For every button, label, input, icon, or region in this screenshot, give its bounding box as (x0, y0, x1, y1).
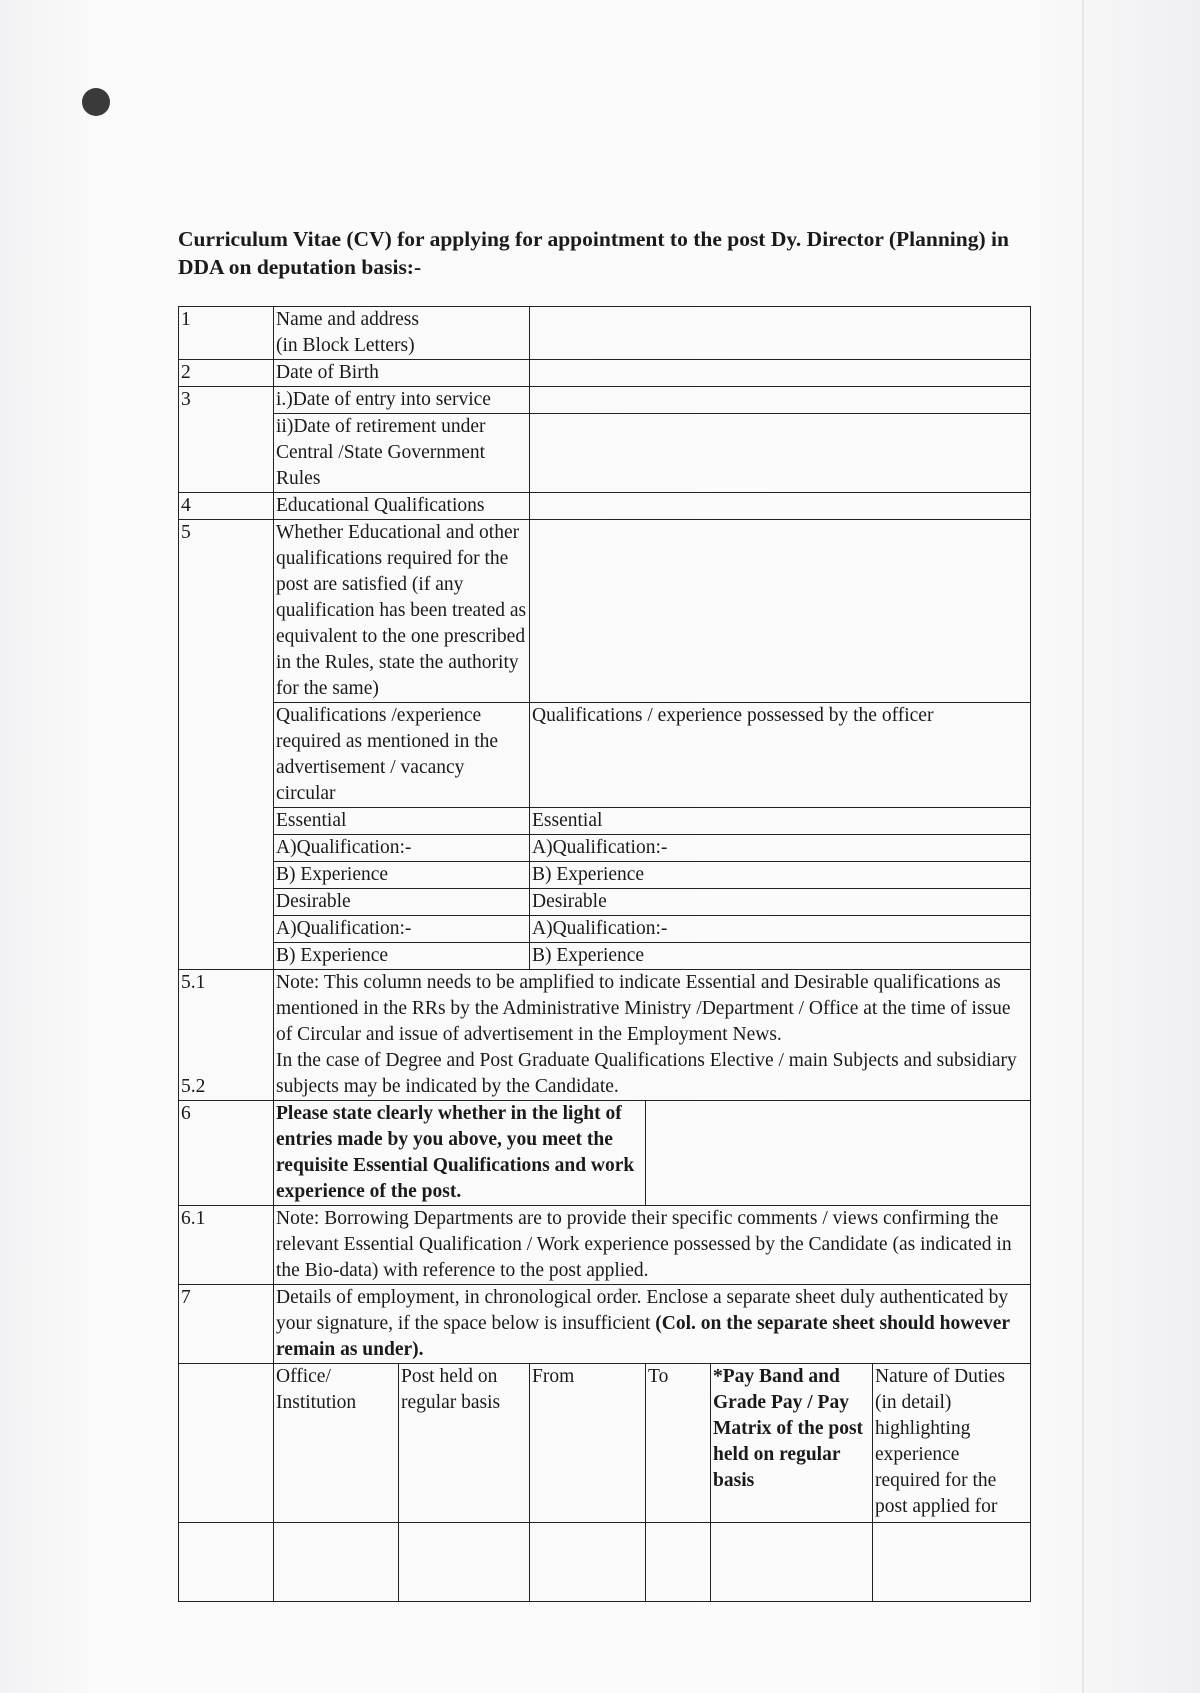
page-edge (1082, 0, 1084, 1693)
row-qualifications-satisfied (179, 520, 1031, 703)
to-date-input[interactable] (646, 1523, 711, 1602)
row-essential (179, 808, 1031, 835)
row-number: 3 (179, 387, 274, 493)
punch-hole (82, 88, 110, 116)
row-number: 7 (179, 1285, 274, 1364)
essential-experience-required: B) Experience (274, 862, 530, 889)
field-label-entry-into-service: i.)Date of entry into service (274, 387, 530, 414)
row-number-5-1: 5.1 (181, 972, 206, 993)
essential-qualification-required: A)Qualification:- (274, 835, 530, 862)
note-5-1-text: Note: This column needs to be amplified to indicate Essential and Desirable qualifications as mentioned in the RRs by the Administrative Ministry /Department / Office at the time of issue of Circular and issue of advertisement in the Employment News. (276, 972, 1011, 1045)
field-label-qualifications-satisfied: Whether Educational and other qualifications required for the post are satisfied (if any qualification has been treated as equivalent to the one prescribed in the Rules, state the authority for the same) (274, 520, 530, 703)
retirement-date-input[interactable] (530, 414, 1031, 493)
row-number: 5 (179, 520, 274, 970)
field-label-educational-qualifications: Educational Qualifications (274, 493, 530, 520)
field-label-retirement-date: ii)Date of retirement under Central /State Government Rules (274, 414, 530, 493)
employment-details-instructions (274, 1285, 1031, 1364)
date-of-birth-input[interactable] (530, 360, 1031, 387)
employment-instruction-text: Details of employment, in chronological order. Enclose a separate sheet duly authenticated by your signature, if the space below is insufficient (276, 1287, 1009, 1334)
desirable-qualification-possessed-input[interactable]: A)Qualification:- (530, 916, 1031, 943)
row-name-address (179, 307, 1031, 360)
employment-instruction-bold: (Col. on the separate sheet should however remain as under). (276, 1313, 1010, 1360)
desirable-label: Desirable (274, 889, 530, 916)
essential-experience-possessed-input[interactable]: B) Experience (530, 862, 1031, 889)
row-number: 4 (179, 493, 274, 520)
post-held-input[interactable] (399, 1523, 530, 1602)
borrowing-departments-note: Note: Borrowing Departments are to provide their specific comments / views confirming the relevant Essential Qualification / Work experience possessed by the Candidate (as indicated in the Bio-data) with reference to the post applied. (274, 1206, 1031, 1285)
row-borrowing-note (179, 1206, 1031, 1285)
row-retirement-date (179, 414, 1031, 493)
desirable-experience-possessed-input[interactable]: B) Experience (530, 943, 1031, 970)
row-essential-experience (179, 862, 1031, 889)
employment-entry-row (179, 1523, 1031, 1602)
cv-form-table (178, 306, 1031, 1602)
nature-of-duties-input[interactable] (873, 1523, 1031, 1602)
meet-requirements-question: Please state clearly whether in the light of entries made by you above, you meet the requisite Essential Qualifications and work experience of the post. (274, 1101, 646, 1206)
field-label-name-address (274, 307, 530, 360)
col-post-held: Post held on regular basis (399, 1364, 530, 1523)
blank-cell (179, 1523, 274, 1602)
meet-requirements-input[interactable] (646, 1101, 1031, 1206)
essential-label: Essential (274, 808, 530, 835)
row-meet-requirements (179, 1101, 1031, 1206)
row-qualification-headers (179, 703, 1031, 808)
educational-qualifications-input[interactable] (530, 493, 1031, 520)
qualifications-satisfied-input[interactable] (530, 520, 1031, 703)
col-pay-band: *Pay Band and Grade Pay / Pay Matrix of the post held on regular basis (711, 1364, 873, 1523)
possessed-qualifications-header: Qualifications / experience possessed by the officer (530, 703, 1031, 808)
row-number: 2 (179, 360, 274, 387)
employment-table-header (179, 1364, 1031, 1523)
row-number-5-2: 5.2 (181, 1076, 206, 1097)
row-employment-details (179, 1285, 1031, 1364)
row-number: 6 (179, 1101, 274, 1206)
field-label-date-of-birth: Date of Birth (274, 360, 530, 387)
row-entry-into-service (179, 387, 1031, 414)
row-desirable (179, 889, 1031, 916)
document-title: Curriculum Vitae (CV) for applying for appointment to the post Dy. Director (Planning) in DDA on deputation basis:- (178, 227, 1009, 279)
note-5-2-text: In the case of Degree and Post Graduate Qualifications Elective / main Subjects and subsidiary subjects may be indicated by the Candidate. (276, 1050, 1017, 1097)
row-essential-qualification (179, 835, 1031, 862)
col-office-institution: Office/ Institution (274, 1364, 399, 1523)
label-line: Name and address (276, 309, 419, 330)
col-from: From (530, 1364, 646, 1523)
col-nature-of-duties: Nature of Duties (in detail) highlighting experience required for the post applied for (873, 1364, 1031, 1523)
entry-into-service-input[interactable] (530, 387, 1031, 414)
row-date-of-birth (179, 360, 1031, 387)
office-institution-input[interactable] (274, 1523, 399, 1602)
row-number: 6.1 (179, 1206, 274, 1285)
row-notes-5-1-5-2 (179, 970, 1031, 1101)
col-to: To (646, 1364, 711, 1523)
row-desirable-experience (179, 943, 1031, 970)
essential-label-possessed: Essential (530, 808, 1031, 835)
required-qualifications-header: Qualifications /experience required as mentioned in the advertisement / vacancy circular (274, 703, 530, 808)
desirable-qualification-required: A)Qualification:- (274, 916, 530, 943)
note-text (274, 970, 1031, 1101)
desirable-label-possessed: Desirable (530, 889, 1031, 916)
row-desirable-qualification (179, 916, 1031, 943)
row-number: 1 (179, 307, 274, 360)
blank-cell (179, 1364, 274, 1523)
label-line: (in Block Letters) (276, 335, 415, 356)
essential-qualification-possessed-input[interactable]: A)Qualification:- (530, 835, 1031, 862)
pay-band-input[interactable] (711, 1523, 873, 1602)
row-educational-qualifications (179, 493, 1031, 520)
from-date-input[interactable] (530, 1523, 646, 1602)
row-number (179, 970, 274, 1101)
name-address-input[interactable] (530, 307, 1031, 360)
desirable-experience-required: B) Experience (274, 943, 530, 970)
